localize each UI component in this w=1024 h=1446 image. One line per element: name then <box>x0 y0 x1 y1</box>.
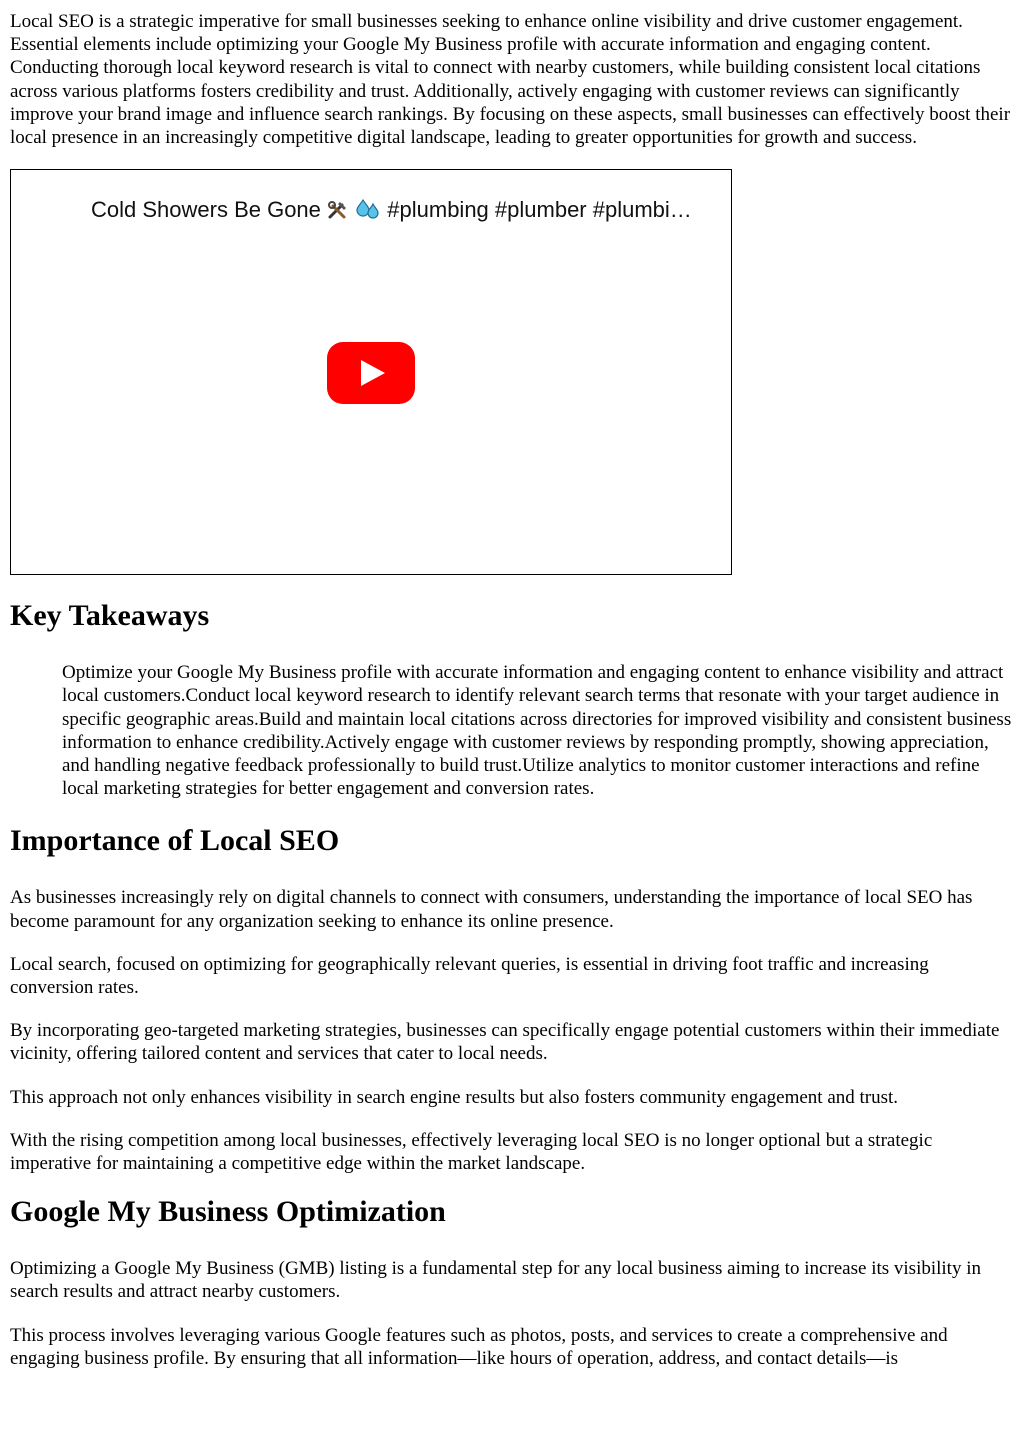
tools-icon <box>327 200 349 224</box>
importance-section <box>10 886 1014 1175</box>
importance-paragraph: With the rising competition among local businesses, effectively leveraging local SEO is no longer optional but a strategic imperative for maintaining a competitive edge within the market landscape. <box>10 1129 933 1175</box>
importance-paragraph: By incorporating geo-targeted marketing strategies, businesses can specifically engage potential customers within their immediate vicinity, offering tailored content and services that cater to local needs. <box>10 1020 1000 1065</box>
gmb-paragraph: Optimizing a Google My Business (GMB) listing is a fundamental step for any local business aiming to increase its visibility in search results and attract nearby customers. <box>10 1258 981 1303</box>
youtube-play-button[interactable] <box>327 342 415 404</box>
importance-paragraph: Local search, focused on optimizing for geographically relevant queries, is essential in driving foot traffic and increasing conversion rates. <box>10 953 929 999</box>
key-takeaways-text: Optimize your Google My Business profile with accurate information and engaging content to enhance visibility and attract local customers.Conduct local keyword research to identify relevant search terms that resonate with your target audience in specific geographic areas.Build and maintain local citations across directories for improved visibility and consistent business information to enhance credibility.Actively engage with customer reviews by responding promptly, showing appreciation, and handling negative feedback professionally to build trust.Utilize analytics to monitor customer interactions and refine local marketing strategies for better engagement and conversion rates. <box>62 662 1012 800</box>
video-title-tags: #plumbing #plumber #plumbi… <box>387 198 692 223</box>
video-title-text: Cold Showers Be Gone <box>91 198 321 223</box>
gmb-heading: Google My Business Optimization <box>10 1195 446 1229</box>
intro-paragraph: Local SEO is a strategic imperative for small businesses seeking to enhance online visibility and drive customer engagement. Essential elements include optimizing your Google My Business profile with accurate information and engaging content. Conducting thorough local keyword research is vital to connect with nearby customers, while building consistent local citations across various platforms fosters credibility and trust. Additionally, actively engaging with customer reviews can significantly improve your brand image and influence search rankings. By focusing on these aspects, small businesses can effectively boost their local presence in an increasingly competitive digital landscape, leading to greater opportunities for growth and success. <box>10 11 1011 149</box>
gmb-paragraph: This process involves leveraging various Google features such as photos, posts, and services to create a comprehensive and engaging business profile. By ensuring that all information—like hours of operation, address, and contact details—is <box>10 1324 948 1369</box>
importance-heading: Importance of Local SEO <box>10 824 340 858</box>
importance-paragraph: As businesses increasingly rely on digital channels to connect with consumers, understanding the importance of local SEO has become paramount for any organization seeking to enhance its online presence. <box>10 887 973 932</box>
youtube-play-icon <box>327 342 415 404</box>
key-takeaways-heading: Key Takeaways <box>10 599 210 633</box>
video-embed[interactable] <box>10 169 732 575</box>
water-drops-icon <box>355 198 381 224</box>
importance-paragraph: This approach not only enhances visibility in search engine results but also fosters community engagement and trust. <box>10 1086 899 1108</box>
gmb-section <box>10 1257 1014 1370</box>
video-title[interactable] <box>91 198 692 224</box>
